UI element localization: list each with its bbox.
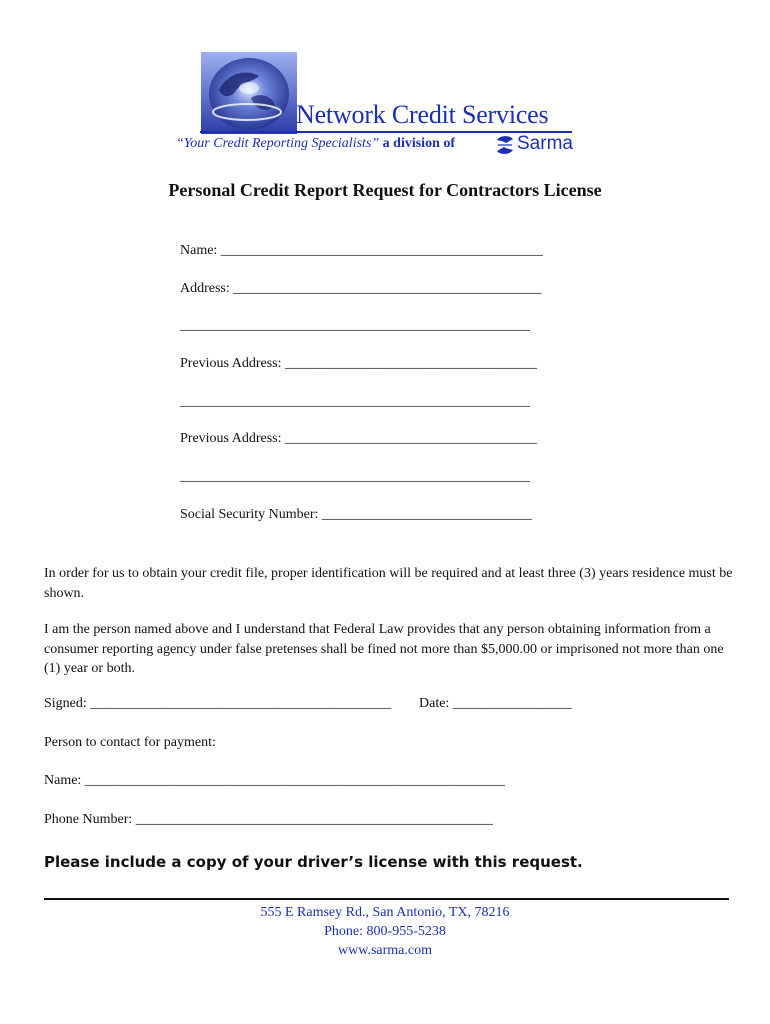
contact-name-field[interactable]: Name: ____________________________________________________________ [44,773,505,788]
previous-address-1-field[interactable]: Previous Address: ____________________________________ [180,356,537,371]
company-name: Network Credit Services [296,100,549,129]
parent-company-name: Sarma [517,133,573,154]
tagline-row [176,136,455,152]
identification-paragraph: In order for us to obtain your credit file, proper identification will be required and at least three (3) years residence must be shown. [44,566,733,601]
contact-heading: Person to contact for payment: [44,735,216,750]
footer-phone: Phone: 800-955-5238 [324,924,446,939]
tagline: “Your Credit Reporting Specialists” [176,136,380,151]
footer-divider [44,898,729,900]
signature-field[interactable]: Signed: ___________________________________________ [44,696,392,711]
ssn-field[interactable]: Social Security Number: ______________________________ [180,507,532,522]
page-title: Personal Credit Report Request for Contractors License [168,180,602,200]
footer-address: 555 E Ramsey Rd., San Antonio, TX, 78216 [260,905,510,920]
name-field[interactable]: Name: ______________________________________________ [180,243,543,258]
date-field[interactable]: Date: _________________ [419,696,572,711]
address-line2-field[interactable]: __________________________________________________ [180,318,530,333]
previous-address-1-line2-field[interactable]: __________________________________________________ [180,394,530,409]
address-field[interactable]: Address: ____________________________________________ [180,281,542,296]
declaration-paragraph: I am the person named above and I understand that Federal Law provides that any person obtaining information from a consumer reporting agency under false pretenses shall be fined not more than $5,000.00 or imprisoned not more than one (1) year or both. [44,622,724,676]
sarma-logo-icon [494,134,516,156]
phone-number-field[interactable]: Phone Number: ___________________________________________________ [44,812,493,827]
footer-website[interactable]: www.sarma.com [338,943,432,958]
previous-address-2-field[interactable]: Previous Address: ____________________________________ [180,431,537,446]
previous-address-2-line2-field[interactable]: __________________________________________________ [180,469,530,484]
license-notice: Please include a copy of your driver’s license with this request. [44,853,583,871]
globe-logo-icon [201,52,297,134]
division-text: a division of [382,136,456,151]
